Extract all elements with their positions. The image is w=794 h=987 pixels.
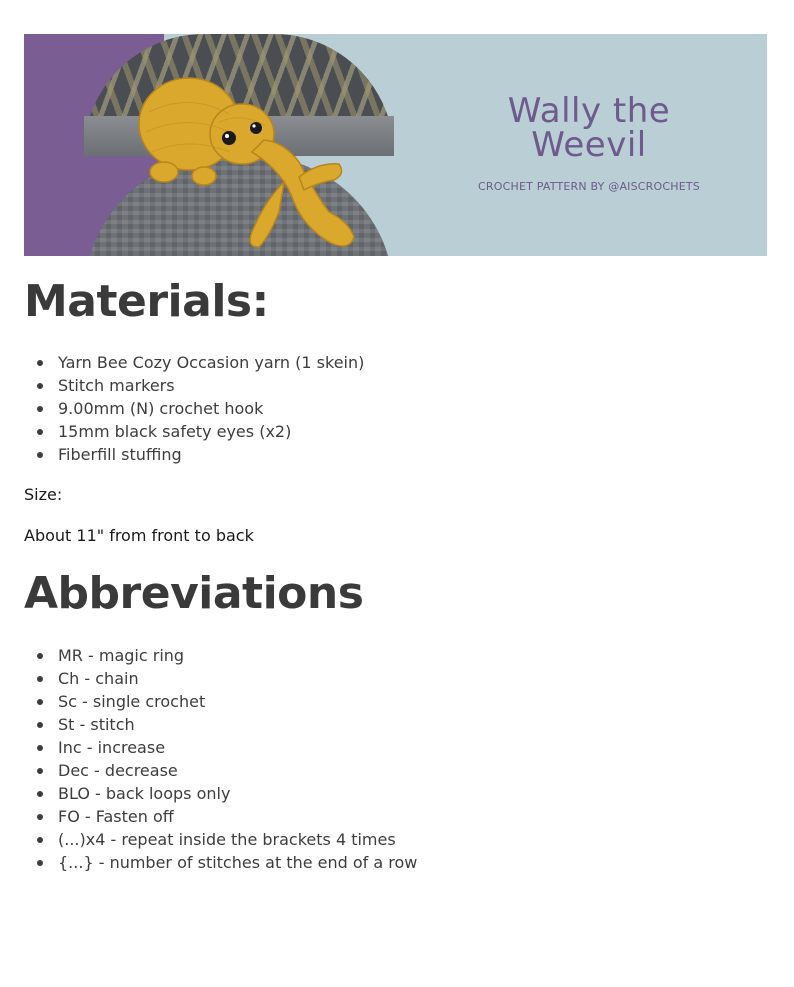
pattern-title-line1: Wally the [507,91,671,131]
pattern-title-line2: Weevil [531,125,647,165]
abbreviations-list [24,644,417,874]
bullet-icon [37,699,43,705]
bullet-icon [37,676,43,682]
list-item [24,644,417,667]
list-item-text: Sc - single crochet [58,692,206,711]
list-item-text: 9.00mm (N) crochet hook [58,399,264,418]
list-item-text: Ch - chain [58,669,139,688]
list-item-text: Inc - increase [58,738,166,757]
list-item [24,805,417,828]
bullet-icon [37,791,43,797]
list-item-text: Yarn Bee Cozy Occasion yarn (1 skein) [58,353,365,372]
list-item-text: Stitch markers [58,376,175,395]
list-item [24,690,417,713]
list-item-text: MR - magic ring [58,646,185,665]
bullet-icon [37,429,43,435]
list-item [24,351,364,374]
list-item [24,759,417,782]
bullet-icon [37,837,43,843]
bullet-icon [37,452,43,458]
list-item [24,736,417,759]
materials-list [24,351,364,466]
bullet-icon [37,860,43,866]
list-item [24,713,417,736]
list-item [24,443,364,466]
bullet-icon [37,360,43,366]
weevil-plush-photo [134,52,364,252]
bullet-icon [37,722,43,728]
materials-heading: Materials: [24,276,269,327]
list-item [24,667,417,690]
bullet-icon [37,814,43,820]
list-item [24,420,364,443]
list-item-text: Dec - decrease [58,761,178,780]
list-item [24,374,364,397]
bullet-icon [37,745,43,751]
pattern-title [454,91,724,165]
size-value: About 11" from front to back [24,526,254,545]
bullet-icon [37,768,43,774]
list-item [24,828,417,851]
bullet-icon [37,653,43,659]
list-item [24,851,417,874]
list-item [24,782,417,805]
pattern-byline: CROCHET PATTERN BY @AISCROCHETS [478,180,700,193]
header-banner [24,34,767,256]
list-item-text: 15mm black safety eyes (x2) [58,422,292,441]
abbreviations-heading: Abbreviations [24,568,364,619]
list-item-text: St - stitch [58,715,135,734]
bullet-icon [37,383,43,389]
list-item-text: Fiberfill stuffing [58,445,182,464]
list-item-text: {...} - number of stitches at the end of a row [58,853,418,872]
list-item [24,397,364,420]
size-label: Size: [24,485,63,504]
list-item-text: FO - Fasten off [58,807,174,826]
bullet-icon [37,406,43,412]
list-item-text: (...)x4 - repeat inside the brackets 4 times [58,830,396,849]
list-item-text: BLO - back loops only [58,784,231,803]
